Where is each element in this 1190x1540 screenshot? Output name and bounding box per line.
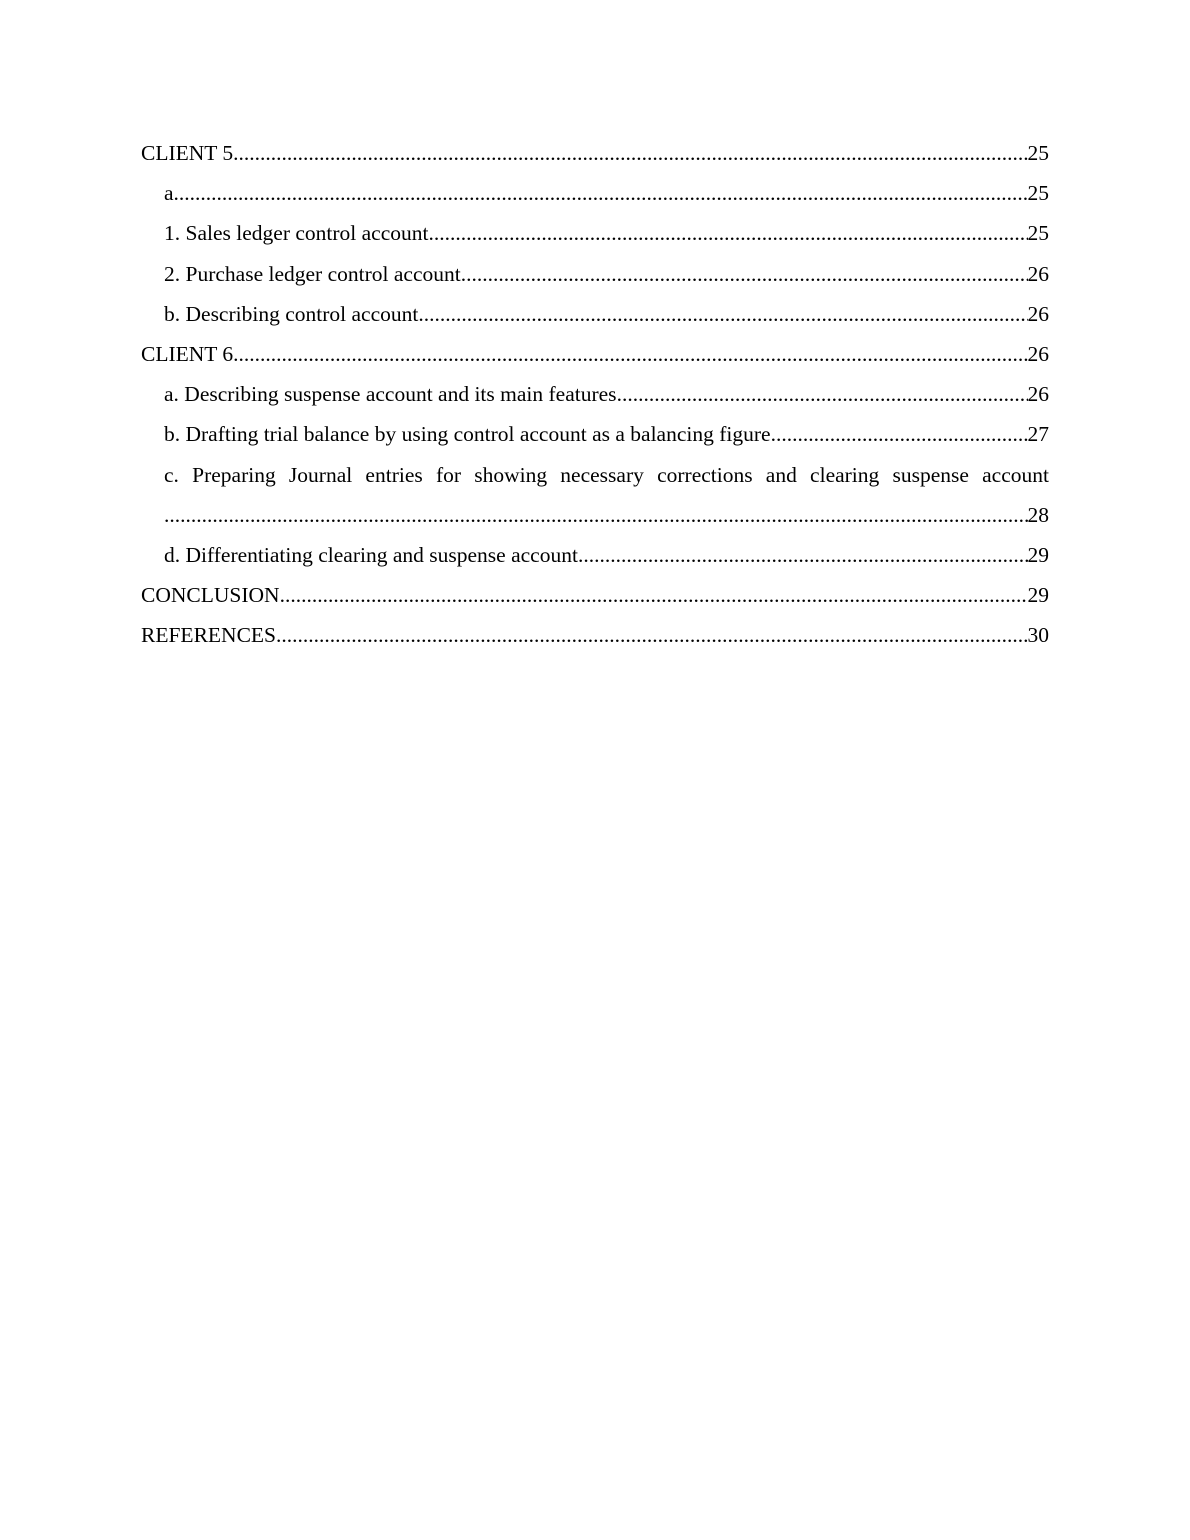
toc-page-number: 27	[1027, 422, 1049, 447]
dot-leader	[771, 414, 1028, 454]
toc-entry-label: CLIENT 6	[141, 341, 234, 366]
toc-entry-word: for	[435, 462, 462, 487]
toc-page-number: 26	[1027, 301, 1049, 326]
toc-page-number: 29	[1027, 583, 1049, 608]
dot-leader	[276, 615, 1028, 655]
toc-entry-word: entries	[365, 462, 423, 487]
toc-entry-label: b. Drafting trial balance by using control account as a balancing figure	[164, 422, 771, 447]
toc-entry-word: and	[765, 462, 797, 487]
table-of-contents	[141, 133, 1049, 655]
toc-page-number: 29	[1027, 542, 1049, 567]
dot-leader	[174, 173, 1028, 213]
dot-leader	[617, 374, 1028, 414]
toc-entry-describing-control[interactable]	[141, 294, 1049, 334]
toc-page-number: 26	[1027, 341, 1049, 366]
toc-entry-continuation	[164, 495, 1049, 535]
dot-leader	[418, 294, 1027, 334]
toc-entry-purchase-ledger[interactable]	[141, 254, 1049, 294]
toc-page-number: 28	[1027, 502, 1049, 527]
toc-entry-trial-balance[interactable]	[141, 414, 1049, 454]
toc-entry-differentiating[interactable]	[141, 535, 1049, 575]
toc-entry-label: REFERENCES	[141, 623, 276, 648]
toc-entry-label: d. Differentiating clearing and suspense account	[164, 542, 578, 567]
toc-entry-word: showing	[474, 462, 548, 487]
toc-entry-word: clearing	[810, 462, 880, 487]
toc-page-number: 25	[1027, 181, 1049, 206]
toc-entry-label: a	[164, 181, 174, 206]
toc-entry-label: b. Describing control account	[164, 301, 419, 326]
dot-leader	[428, 213, 1027, 253]
toc-entry-word: corrections	[657, 462, 753, 487]
toc-page-number: 26	[1027, 261, 1049, 286]
dot-leader	[233, 334, 1027, 374]
toc-entry-word: necessary	[560, 462, 644, 487]
toc-page-number: 25	[1027, 141, 1049, 165]
toc-entry-client-5[interactable]	[141, 133, 1049, 173]
toc-entry-sales-ledger[interactable]	[141, 213, 1049, 253]
toc-page-number: 25	[1027, 221, 1049, 246]
toc-entry-a[interactable]	[141, 173, 1049, 213]
toc-entry-word: c.	[164, 462, 179, 487]
toc-entry-label: CONCLUSION	[141, 583, 280, 608]
toc-entry-journal-entries[interactable]	[141, 455, 1049, 535]
toc-entry-label: CLIENT 5	[141, 141, 234, 165]
toc-page-number: 30	[1027, 623, 1049, 648]
toc-entry-references[interactable]	[141, 615, 1049, 655]
toc-entry-word: Journal	[288, 462, 353, 487]
dot-leader	[233, 133, 1027, 173]
toc-entry-label	[164, 455, 1049, 495]
toc-entry-label: a. Describing suspense account and its main features	[164, 382, 617, 407]
toc-entry-word: Preparing	[192, 462, 276, 487]
dot-leader	[280, 575, 1028, 615]
dot-leader	[578, 535, 1028, 575]
dot-leader	[461, 254, 1028, 294]
toc-entry-word: account	[982, 462, 1049, 487]
toc-entry-conclusion[interactable]	[141, 575, 1049, 615]
dot-leader	[164, 495, 1028, 535]
toc-entry-client-6[interactable]	[141, 334, 1049, 374]
toc-entry-label: 2. Purchase ledger control account	[164, 261, 461, 286]
toc-entry-label: 1. Sales ledger control account	[164, 221, 429, 246]
toc-entry-word: suspense	[892, 462, 969, 487]
toc-entry-suspense-features[interactable]	[141, 374, 1049, 414]
toc-page-number: 26	[1027, 382, 1049, 407]
